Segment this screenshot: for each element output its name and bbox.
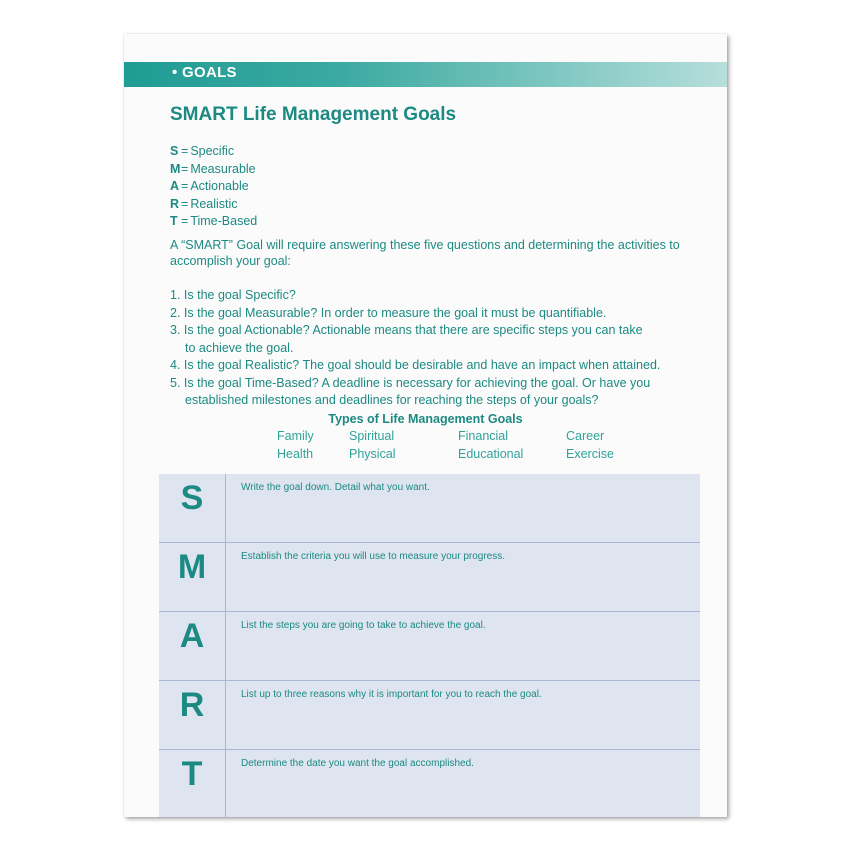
goal-type: Educational [458,447,524,461]
question-text: 1. Is the goal Specific? [170,288,296,302]
question-text: 3. Is the goal Actionable? Actionable means that there are specific steps you can take [170,323,643,337]
section-label: • GOALS [172,64,237,81]
goal-type: Career [566,429,605,443]
section-header-bar [124,62,727,87]
acronym-word: Measurable [190,161,256,176]
intro-paragraph: A “SMART” Goal will require answering these five questions and determining the activities to accomplish your goal: [170,238,680,268]
acronym-word: Actionable [190,179,249,193]
worksheet-column-divider [225,474,226,817]
worksheet-prompt: List up to three reasons why it is important for you to reach the goal. [241,689,542,700]
acronym-letter: T [170,214,178,228]
question-text: 5. Is the goal Time-Based? A deadline is necessary for achieving the goal. Or have you [170,375,651,390]
acronym-row-t: T = Time-Based [170,213,257,231]
question-text: 4. Is the goal Realistic? The goal should be desirable and have an impact when attained. [170,358,661,372]
goal-type: Family [277,429,314,443]
worksheet-prompt: Determine the date you want the goal accomplished. [241,758,474,769]
question-item [170,305,710,323]
question-continuation: to achieve the goal. [185,340,294,355]
questions-list [170,287,710,410]
worksheet-letter: A [179,617,205,655]
goal-type: Physical [349,447,396,461]
acronym-letter: M [170,161,181,176]
question-continuation: established milestones and deadlines for reaching the steps of your goals? [185,393,599,407]
question-item [170,322,710,357]
worksheet-letter: T [181,755,203,793]
acronym-row-r: R = Realistic [170,196,257,214]
worksheet-row-m[interactable] [159,543,700,612]
acronym-row-m: M= Measurable [170,161,257,179]
smart-worksheet-table [159,474,700,817]
worksheet-letter: R [179,686,205,724]
acronym-word: Specific [190,144,235,158]
page-title: SMART Life Management Goals [170,104,457,125]
question-item [170,357,710,375]
acronym-letter: S [170,144,179,158]
worksheet-prompt: List the steps you are going to take to achieve the goal. [241,620,486,631]
worksheet-row-s[interactable] [159,474,700,543]
goal-type: Exercise [566,447,614,461]
acronym-list [170,143,257,231]
goal-type: Spiritual [349,429,395,443]
acronym-letter: R [170,196,180,211]
worksheet-prompt: Establish the criteria you will use to measure your progress. [241,551,506,562]
question-item [170,287,710,305]
planner-page [124,34,727,817]
acronym-row-a: A = Actionable [170,178,257,196]
acronym-letter: A [170,179,180,193]
acronym-word: Realistic [190,196,238,211]
goal-type: Financial [458,429,509,443]
goal-type: Health [277,447,314,461]
worksheet-letter: S [180,479,204,517]
goal-types-heading: Types of Life Management Goals [328,412,523,426]
worksheet-row-t[interactable] [159,750,700,819]
worksheet-letter: M [177,548,207,586]
worksheet-prompt: Write the goal down. Detail what you want. [241,482,430,493]
question-item [170,375,710,410]
worksheet-row-a[interactable] [159,612,700,681]
acronym-row-s: S = Specific [170,143,257,161]
acronym-word: Time-Based [190,214,258,228]
worksheet-row-r[interactable] [159,681,700,750]
question-text: 2. Is the goal Measurable? In order to measure the goal it must be quantifiable. [170,305,607,320]
